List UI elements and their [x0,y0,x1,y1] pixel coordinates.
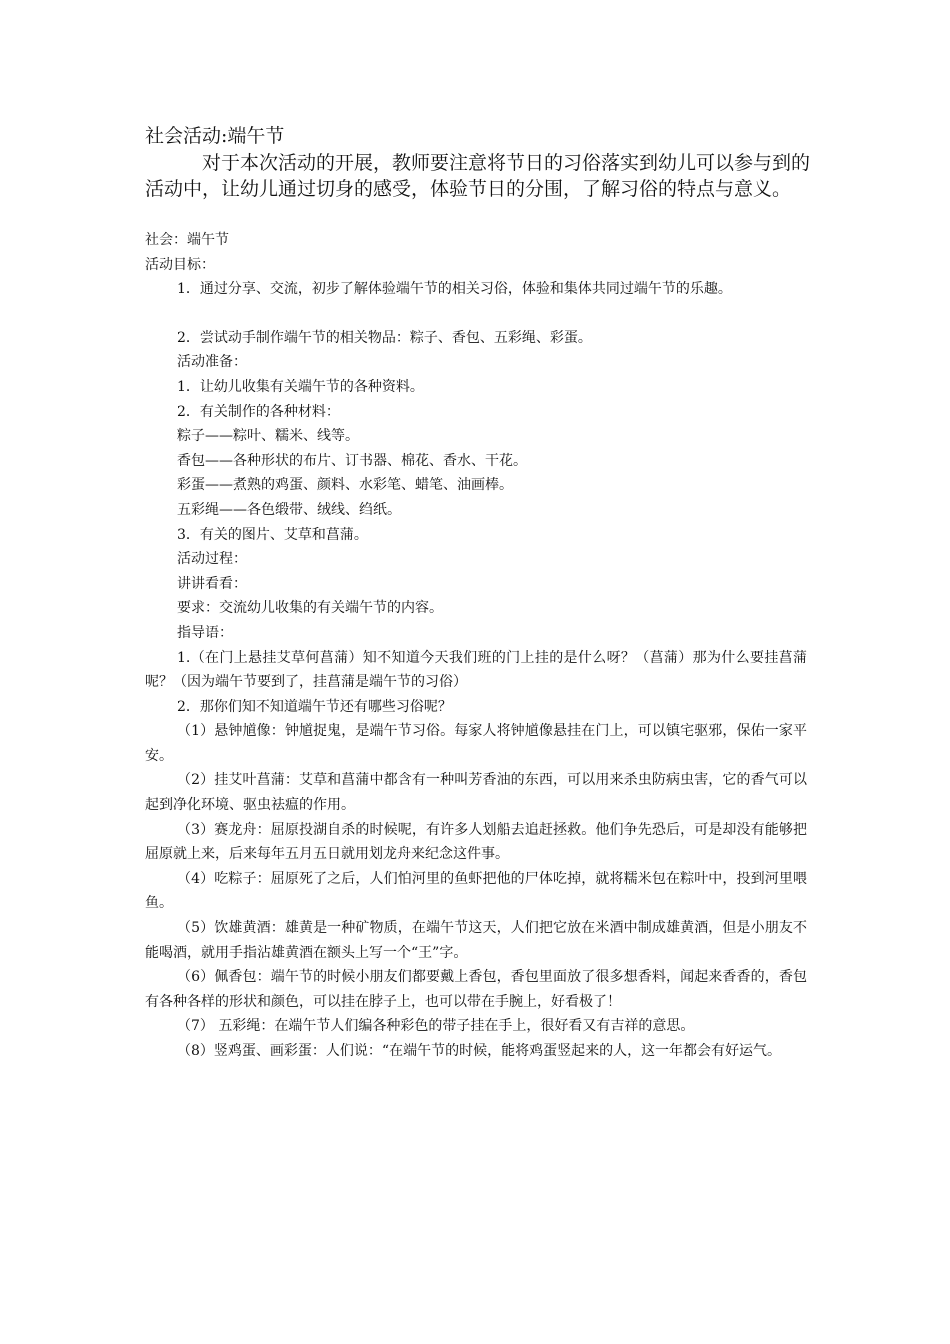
material-zongzi: 粽子——粽叶、糯米、线等。 [177,428,359,445]
lesson-body [145,228,825,1064]
document-title: 社会活动:端午节 [145,125,285,147]
prep-item-1: 1．让幼儿收集有关端午节的各种资料。 [177,378,424,395]
custom-6: （6）佩香包：端午节的时候小朋友们都要戴上香包，香包里面放了很多想香料，闻起来香香的，香包有各种各样的形状和颜色，可以挂在脖子上，也可以带在手腕上，好看极了！ [145,969,807,1010]
document-page [145,122,825,1064]
prep-item-3: 3．有关的图片、艾草和菖蒲。 [177,526,368,543]
custom-5: （5）饮雄黄酒：雄黄是一种矿物质，在端午节这天，人们把它放在米酒中制成雄黄酒，但是小朋友不能喝酒，就用手指沾雄黄酒在额头上写一个“王”字。 [145,920,807,961]
goals-heading: 活动目标： [145,256,215,273]
intro-paragraph: 对于本次活动的开展，教师要注意将节日的习俗落实到幼儿可以参与到的活动中，让幼儿通过切身的感受，体验节日的分围，了解习俗的特点与意义。 [145,152,811,200]
subject-line: 社会：端午节 [145,232,229,248]
guide-heading: 指导语： [177,624,233,641]
custom-8: （8）竖鸡蛋、画彩蛋：人们说：“在端午节的时候，能将鸡蛋竖起来的人，这一年都会有好运气。 [177,1043,782,1059]
material-wucaisheng: 五彩绳——各色缎带、绒线、绉纸。 [177,501,401,518]
goal-2: 2．尝试动手制作端午节的相关物品：粽子、香包、五彩绳、彩蛋。 [177,329,592,346]
talk-heading: 讲讲看看： [177,575,247,592]
process-heading: 活动过程： [177,551,247,568]
custom-3: （3）赛龙舟：屈原投湖自杀的时候呢，有许多人划船去追赶拯救。他们争先恐后，可是却没有能够把屈原就上来，后来每年五月五日就用划龙舟来纪念这件事。 [145,821,807,863]
prep-heading: 活动准备： [177,354,247,371]
custom-7: （7） 五彩绳：在端午节人们编各种彩色的带子挂在手上，很好看又有吉祥的意思。 [177,1018,695,1035]
prep-item-2: 2．有关制作的各种材料： [177,403,340,420]
custom-4: （4）吃粽子：屈原死了之后，人们怕河里的鱼虾把他的尸体吃掉，就将糯米包在粽叶中，投到河里喂鱼。 [145,870,807,912]
custom-1: （1）悬钟馗像：钟馗捉鬼，是端午节习俗。每家人将钟馗像悬挂在门上，可以镇宅驱邪，保佑一家平安。 [145,723,807,764]
material-xiangbao: 香包——各种形状的布片、订书器、棉花、香水、干花。 [177,452,527,469]
question-1: 1.（在门上悬挂艾草何菖蒲）知不知道今天我们班的门上挂的是什么呀？（菖蒲）那为什么要挂菖蒲呢？（因为端午节要到了，挂菖蒲是端午节的习俗） [145,649,807,691]
question-2: 2．那你们知不知道端午节还有哪些习俗呢？ [177,698,452,715]
material-caidan: 彩蛋——煮熟的鸡蛋、颜料、水彩笔、蜡笔、油画棒。 [177,477,513,494]
custom-2: （2）挂艾叶菖蒲：艾草和菖蒲中都含有一种叫芳香油的东西，可以用来杀虫防病虫害，它的香气可以起到净化环境、驱虫祛瘟的作用。 [145,772,807,814]
requirement-line: 要求：交流幼儿收集的有关端午节的内容。 [177,600,443,617]
goal-1: 1．通过分享、交流，初步了解体验端午节的相关习俗，体验和集体共同过端午节的乐趣。 [177,281,732,298]
